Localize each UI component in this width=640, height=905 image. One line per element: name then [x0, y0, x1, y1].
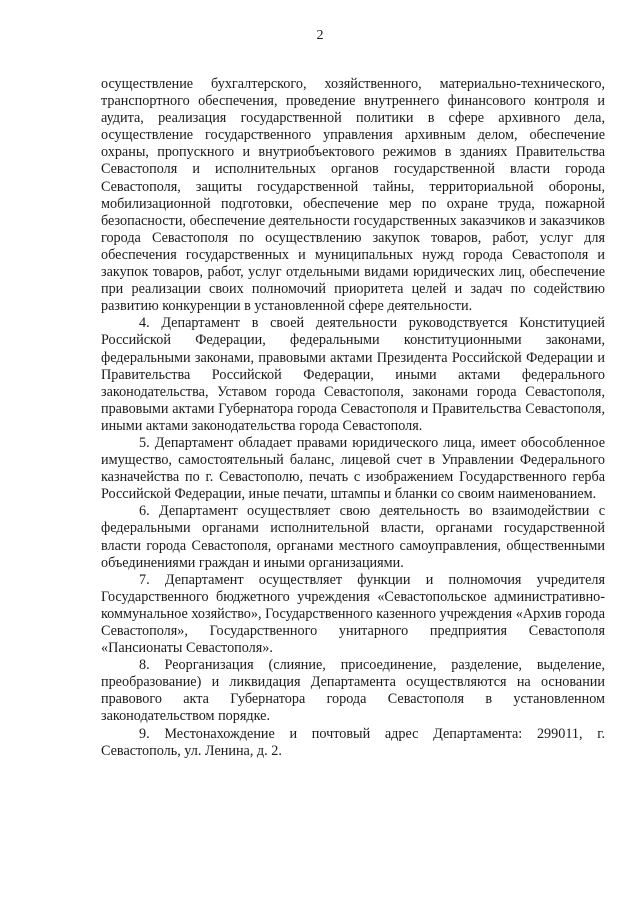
- paragraph-item-6: 6. Департамент осуществляет свою деятельность во взаимодействии с федеральными органами исполнительной власти, органами государственной власти города Севастополя, органами местного самоуправления, общественными объединениями граждан и иными организациями.: [101, 503, 605, 571]
- paragraph-item-9: 9. Местонахождение и почтовый адрес Департамента: 299011, г. Севастополь, ул. Ленина, д. 2.: [101, 725, 605, 759]
- page-number: 2: [316, 28, 324, 43]
- paragraph-item-4: 4. Департамент в своей деятельности руководствуется Конституцией Российской Федерации, федеральными конституционными законами, федеральными законами, правовыми актами Президента Российской Федерации и Правительства Российской Федерации, иными актами федерального законодательства, Уставом города Севастополя, законами города Севастополя, правовыми актами Губернатора города Севастополя и Правительства Севастополя, иными актами законодательства города Севастополя.: [101, 315, 605, 434]
- paragraph-item-8: 8. Реорганизация (слияние, присоединение, разделение, выделение, преобразование) и ликвидация Департамента осуществляются на основании правового акта Губернатора города Севастополя в установленном законодательством порядке.: [101, 657, 605, 725]
- paragraph-item-7: 7. Департамент осуществляет функции и полномочия учредителя Государственного бюджетного учреждения «Севастопольское административно-коммунальное хозяйство», Государственного казенного учреждения «Архив города Севастополя», Государственного унитарного предприятия Севастополя «Пансионаты Севастополя».: [101, 571, 605, 657]
- paragraph-continuation: осуществление бухгалтерского, хозяйственного, материально-технического, транспортного обеспечения, проведение внутреннего финансового контроля и аудита, реализация государственной политики в сфере архивного дела, осуществление государственного управления архивным делом, обеспечение охраны, пропускного и внутриобъектового режимов в зданиях Правительства Севастополя и исполнительных органов государственной власти города Севастополя, защиты государственной тайны, территориальной обороны, мобилизационной подготовки, обеспечение мер по охране труда, пожарной безопасности, обеспечение деятельности государственных заказчиков и заказчиков города Севастополя по осуществлению закупок товаров, работ, услуг для обеспечения государственных и муниципальных нужд города Севастополя и закупок товаров, работ, услуг отдельными видами юридических лиц, обеспечение при реализации своих полномочий приоритета целей и задач по содействию развитию конкуренции в установленной сфере деятельности.: [101, 76, 605, 315]
- document-body: [101, 76, 605, 760]
- paragraph-item-5: 5. Департамент обладает правами юридического лица, имеет обособленное имущество, самостоятельный баланс, лицевой счет в Управлении Федерального казначейства по г. Севастополю, печать с изображением Государственного герба Российской Федерации, иные печати, штампы и бланки со своим наименованием.: [101, 434, 605, 503]
